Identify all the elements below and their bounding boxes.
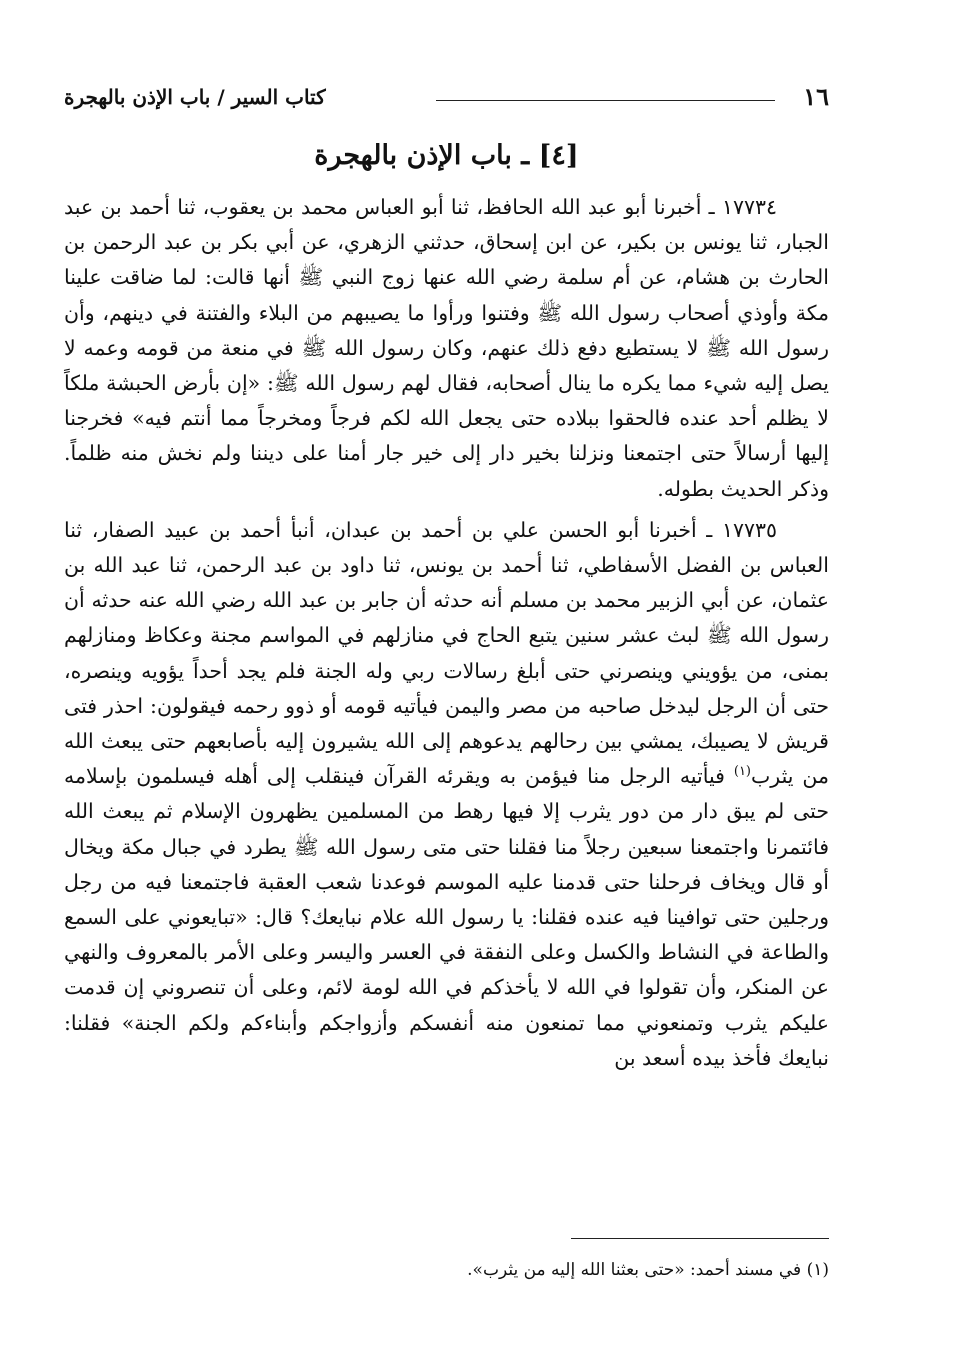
page-number: ١٦ (803, 82, 829, 111)
footnote-reference-mark[interactable]: (١) (733, 764, 751, 780)
hadith-text-part: فيأتيه الرجل منا فيؤمن به ويقرئه القرآن فينقلب إلى أهله فيسلمون بإسلامه حتى لم يبق دار من دور يثرب إلا فيها رهط من المسلمين يظهرون الإسلام ثم يبعث الله فائتمرنا واجتمعنا سبعين رجلاً منا فقلنا حتى متى رسول الله ﷺ يطرد في جبال مكة ويخال أو قال ويخاف فرحلنا حتى قدمنا عليه الموسم فوعدنا شعب العقبة فاجتمعنا فيه من رجل ورجلين حتى توافينا فيه عنده فقلنا: يا رسول الله علام نبايعك؟ قال: «تبايعوني على السمع والطاعة في النشاط والكسل وعلى النفقة في العسر واليسر وعلى الأمر بالمعروف والنهي عن المنكر، وأن تقولوا في الله لا يأخذكم في الله لومة لائم، وعلى أن تنصروني إن قدمت عليكم يثرب وتمنعوني مما تمنعون منه أنفسكم وأزواجكم وأبناءكم ولكم الجنة» فقلنا: نبايعك فأخذ بيده أسعد بن (64, 764, 829, 1070)
running-title: كتاب السير / باب الإذن بالهجرة (64, 85, 326, 109)
hadith-paragraph-17735 (64, 513, 829, 1076)
hadith-text-part: ١٧٧٣٥ ـ أخبرنا أبو الحسن علي بن أحمد بن عبدان، أنبأ أحمد بن عبيد الصفار، ثنا العباس بن الفضل الأسفاطي، ثنا أحمد بن يونس، ثنا داود بن عبد الرحمن، ثنا عبد الله بن عثمان، عن أبي الزبير محمد بن مسلم أنه حدثه أن جابر بن عبد الله رضي الله عنه حدثه أن رسول الله ﷺ لبث عشر سنين يتبع الحاج في منازلهم في المواسم مجنة وعكاظ ومنازلهم بمنى، من يؤويني وينصرني حتى أبلغ رسالات ربي وله الجنة فلم يجد أحداً يؤويه وينصره، حتى أن الرجل ليدخل صاحبه من مصر واليمن فيأتيه قومه أو ذوو رحمه فيقولون: احذر فتى قريش لا يصيبك، يمشي بين رحالهم يدعوهم إلى الله يشيرون إليه بأصابعهم حتى يبعث الله من يثرب (64, 517, 830, 789)
body-text (64, 190, 829, 1082)
footnote: (١) في مسند أحمد: «حتى بعثنا الله إليه من يثرب». (467, 1260, 829, 1280)
chapter-title: [٤] ـ باب الإذن بالهجرة (314, 140, 579, 171)
header-rule (436, 100, 775, 101)
running-header (64, 82, 829, 116)
footnote-separator (571, 1238, 829, 1239)
hadith-paragraph-17734: ١٧٧٣٤ ـ أخبرنا أبو عبد الله الحافظ، ثنا أبو العباس محمد بن يعقوب، ثنا أحمد بن عبد الجبار، ثنا يونس بن بكير، عن ابن إسحاق، حدثني الزهري، عن أبي بكر بن عبد الرحمن بن الحارث بن هشام، عن أم سلمة رضي الله عنها زوج النبي ﷺ أنها قالت: لما ضاقت علينا مكة وأوذي أصحاب رسول الله ﷺ وفتنوا ورأوا ما يصيبهم من البلاء والفتنة في دينهم، وأن رسول الله ﷺ لا يستطيع دفع ذلك عنهم، وكان رسول الله ﷺ في منعة من قومه وعمه لا يصل إليه شيء مما يكره ما ينال أصحابه، فقال لهم رسول الله ﷺ: «إن بأرض الحبشة ملكاً لا يظلم أحد عنده فالحقوا ببلاده حتى يجعل الله لكم فرجاً ومخرجاً مما أنتم فيه» فخرجنا إليها أرسالاً حتى اجتمعنا ونزلنا بخير دار إلى خير جار أمنا على ديننا ولم نخش منه ظلماً. وذكر الحديث بطوله. (64, 195, 829, 501)
